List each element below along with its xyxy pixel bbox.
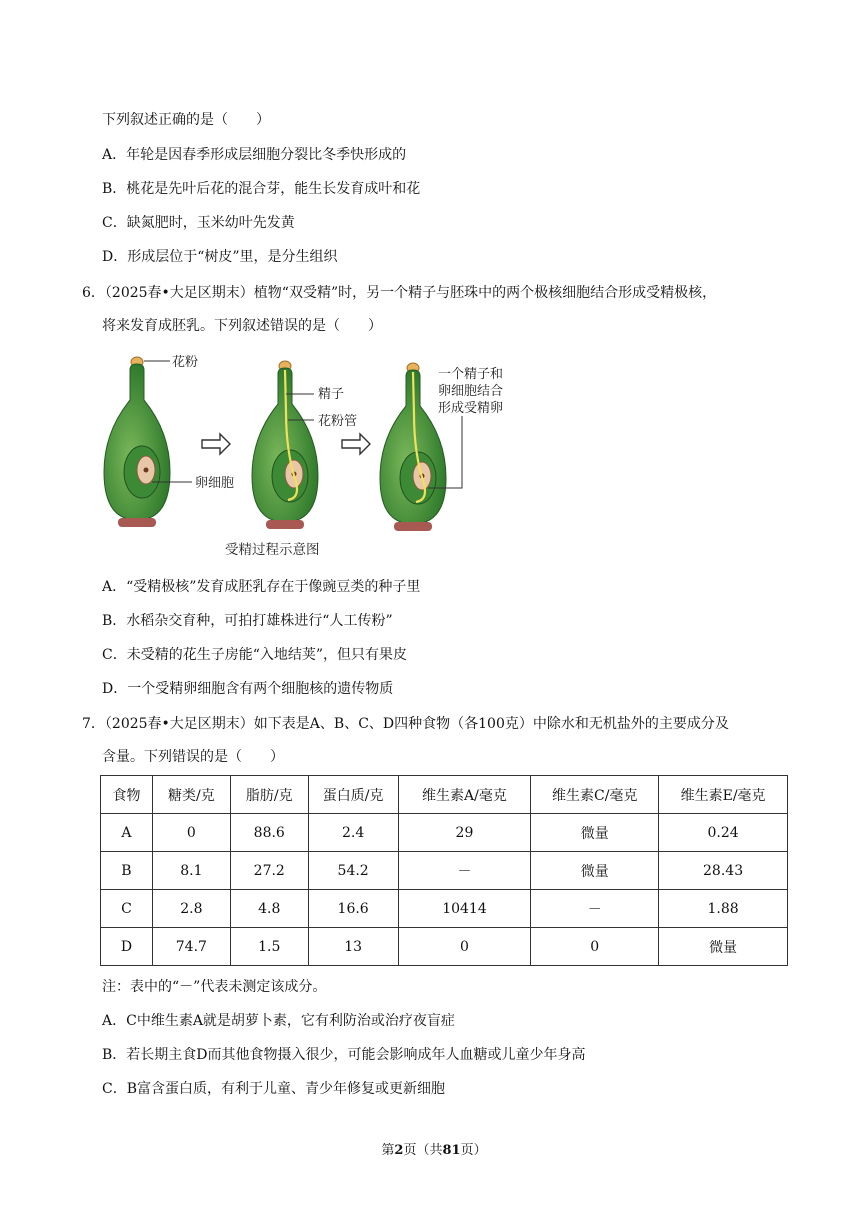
table-cell: 0 bbox=[152, 814, 230, 852]
table-cell: 10414 bbox=[398, 890, 531, 928]
table-cell: 74.7 bbox=[152, 928, 230, 966]
footer-middle: 页（共 bbox=[403, 1143, 443, 1158]
table-cell: 28.43 bbox=[659, 852, 788, 890]
q6-option-c: C．未受精的花生子房能“入地结荚”，但只有果皮 bbox=[102, 647, 408, 663]
table-cell: 13 bbox=[308, 928, 398, 966]
table-cell: － bbox=[531, 890, 659, 928]
table-cell: A bbox=[101, 814, 153, 852]
table-header-row bbox=[101, 776, 788, 814]
label-zygote-line-3: 形成受精卵 bbox=[438, 401, 504, 416]
table-cell: 微量 bbox=[531, 852, 659, 890]
table-cell: 27.2 bbox=[230, 852, 308, 890]
label-pollen-tube: 花粉管 bbox=[318, 414, 358, 429]
table-cell: 0.24 bbox=[659, 814, 788, 852]
q6-option-b: B．水稻杂交育种，可拍打雄株进行“人工传粉” bbox=[102, 613, 393, 629]
pistil-stage-2 bbox=[252, 361, 318, 529]
q5-option-a: A．年轮是因春季形成层细胞分裂比冬季快形成的 bbox=[102, 147, 407, 163]
q5-option-b: B．桃花是先叶后花的混合芽，能生长发育成叶和花 bbox=[102, 181, 421, 197]
table-cell: 16.6 bbox=[308, 890, 398, 928]
table-cell: 0 bbox=[531, 928, 659, 966]
table-cell: C bbox=[101, 890, 153, 928]
table-cell: 0 bbox=[398, 928, 531, 966]
q7-title-continued: 含量。下列错误的是（ ） bbox=[102, 749, 284, 765]
header-cell: 维生素E/毫克 bbox=[659, 776, 788, 814]
q6-option-d: D．一个受精卵细胞含有两个细胞核的遗传物质 bbox=[102, 681, 394, 697]
q7-option-a: A．C中维生素A就是胡萝卜素，它有利防治或治疗夜盲症 bbox=[102, 1013, 455, 1029]
table-cell: 29 bbox=[398, 814, 531, 852]
header-cell: 脂肪/克 bbox=[230, 776, 308, 814]
table-cell: 54.2 bbox=[308, 852, 398, 890]
table-cell: 88.6 bbox=[230, 814, 308, 852]
q7-option-b: B．若长期主食D而其他食物摄入很少，可能会影响成年人血糖或儿童少年身高 bbox=[102, 1047, 586, 1063]
header-cell: 维生素C/毫克 bbox=[531, 776, 659, 814]
q5-stem: 下列叙述正确的是（ ） bbox=[102, 112, 270, 128]
table-cell: 4.8 bbox=[230, 890, 308, 928]
nutrition-table bbox=[100, 775, 788, 966]
header-cell: 蛋白质/克 bbox=[308, 776, 398, 814]
header-cell: 维生素A/毫克 bbox=[398, 776, 531, 814]
q7-title: 7．（2025春•大足区期末）如下表是A、B、C、D四种食物（各100克）中除水和无机盐外的主要成分及 bbox=[82, 716, 729, 732]
q6-title-continued: 将来发育成胚乳。下列叙述错误的是（ ） bbox=[102, 318, 382, 334]
table-row bbox=[101, 814, 788, 852]
figure-caption: 受精过程示意图 bbox=[225, 542, 320, 558]
label-sperm: 精子 bbox=[318, 387, 345, 402]
table-cell: － bbox=[398, 852, 531, 890]
table-cell: 2.4 bbox=[308, 814, 398, 852]
table-cell: 1.88 bbox=[659, 890, 788, 928]
footer-page-number: 2 bbox=[394, 1143, 404, 1158]
header-cell: 糖类/克 bbox=[152, 776, 230, 814]
table-row bbox=[101, 852, 788, 890]
table-cell: D bbox=[101, 928, 153, 966]
label-zygote-line-1: 一个精子和 bbox=[438, 367, 504, 382]
table-cell: 微量 bbox=[659, 928, 788, 966]
q5-option-c: C．缺氮肥时，玉米幼叶先发黄 bbox=[102, 215, 295, 231]
footer-prefix: 第 bbox=[381, 1143, 395, 1158]
label-pollen: 花粉 bbox=[172, 355, 199, 370]
q5-option-d: D．形成层位于“树皮”里，是分生组织 bbox=[102, 249, 338, 265]
label-egg-cell: 卵细胞 bbox=[195, 476, 235, 491]
q7-option-c: C．B富含蛋白质，有利于儿童、青少年修复或更新细胞 bbox=[102, 1081, 445, 1097]
header-cell: 食物 bbox=[101, 776, 153, 814]
label-zygote-line-2: 卵细胞结合 bbox=[438, 384, 504, 399]
table-cell: B bbox=[101, 852, 153, 890]
fertilization-diagram bbox=[100, 352, 520, 562]
table-row bbox=[101, 928, 788, 966]
table-row bbox=[101, 890, 788, 928]
table-cell: 微量 bbox=[531, 814, 659, 852]
table-cell: 1.5 bbox=[230, 928, 308, 966]
footer-suffix: 页） bbox=[460, 1143, 487, 1158]
table-cell: 8.1 bbox=[152, 852, 230, 890]
footer-total-pages: 81 bbox=[442, 1143, 461, 1158]
page-footer bbox=[0, 1139, 868, 1158]
table-cell: 2.8 bbox=[152, 890, 230, 928]
q6-option-a: A．“受精极核”发育成胚乳存在于像豌豆类的种子里 bbox=[102, 579, 421, 595]
pistil-stage-1 bbox=[104, 357, 192, 527]
table-note: 注：表中的“－”代表未测定该成分。 bbox=[102, 979, 327, 995]
q6-title: 6．（2025春•大足区期末）植物“双受精”时，另一个精子与胚珠中的两个极核细胞结合形成受精极核， bbox=[82, 285, 717, 301]
